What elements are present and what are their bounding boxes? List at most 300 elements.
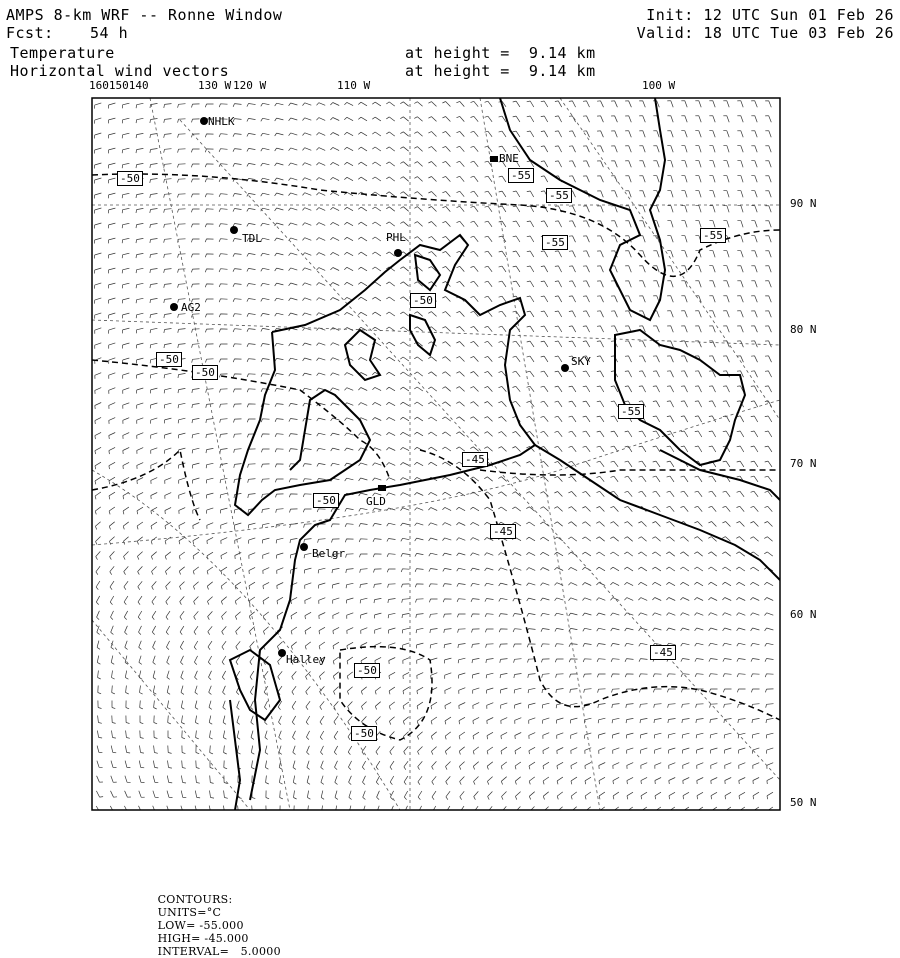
wind-barb: [110, 566, 114, 574]
wind-barb: [124, 596, 128, 605]
wind-barb: [456, 387, 464, 392]
wind-barb: [334, 687, 339, 695]
wind-barb: [597, 206, 603, 212]
wind-barb: [457, 131, 465, 136]
wind-barb: [666, 522, 674, 527]
wind-barb: [168, 746, 172, 754]
wind-barb: [484, 477, 492, 481]
wind-barb: [737, 431, 744, 437]
wind-barb: [386, 102, 395, 106]
wind-barb: [109, 373, 116, 379]
wind-barb: [611, 131, 617, 137]
wind-barb: [596, 507, 604, 512]
wind-barb: [765, 131, 771, 138]
wind-barb: [125, 761, 130, 768]
wind-barb: [597, 116, 603, 122]
wind-barb: [122, 208, 129, 213]
wind-barb: [262, 538, 269, 543]
wind-barb: [289, 419, 298, 422]
wind-barb: [597, 311, 604, 317]
wind-barb: [764, 537, 772, 542]
wind-barb: [541, 629, 550, 632]
wind-barb: [583, 311, 590, 317]
wind-barb: [233, 194, 242, 197]
wind-barb: [597, 176, 603, 182]
init-time: Init: 12 UTC Sun 01 Feb 26: [646, 6, 894, 24]
wind-barb: [710, 733, 717, 738]
wind-barb: [725, 778, 731, 785]
wind-barb: [442, 251, 450, 256]
wind-barb: [373, 523, 382, 526]
wind-barb: [206, 344, 214, 348]
wind-barb: [485, 614, 493, 617]
wind-barb: [303, 298, 312, 301]
wind-barb: [234, 419, 242, 423]
wind-barb: [247, 223, 256, 226]
wind-barb: [344, 177, 353, 180]
wind-barb: [222, 626, 227, 634]
wind-barb: [473, 747, 479, 755]
wind-barb: [667, 371, 674, 377]
wind-barb: [471, 161, 479, 167]
wind-barb: [289, 434, 298, 437]
wind-barb: [123, 462, 129, 469]
wind-barb: [109, 103, 116, 109]
wind-barb: [625, 371, 632, 377]
wind-barb: [316, 178, 325, 181]
wind-barb: [275, 223, 284, 226]
station-label-phl: PHL: [386, 231, 406, 244]
wind-barb: [374, 598, 381, 603]
wind-barb: [95, 238, 102, 244]
wind-barb: [667, 506, 675, 511]
wind-barb: [108, 133, 115, 138]
wind-barb: [402, 628, 409, 633]
wind-barb: [233, 104, 241, 107]
wind-barb: [610, 582, 619, 585]
wind-barb: [290, 509, 298, 513]
wind-barb: [372, 222, 381, 226]
wind-barb: [221, 597, 226, 605]
wind-barb: [585, 792, 591, 799]
wind-barb: [95, 178, 102, 184]
wind-barb: [442, 507, 451, 510]
wind-barb: [639, 386, 646, 392]
lon-label-120w: 120 W: [233, 79, 267, 92]
wind-barb: [611, 221, 617, 228]
wind-barb: [219, 314, 227, 317]
wind-barb: [164, 104, 172, 108]
wind-barb: [192, 284, 200, 288]
wind-barb: [279, 746, 282, 755]
wind-barb: [485, 296, 493, 302]
wind-barb: [653, 206, 659, 213]
wind-barb: [303, 193, 312, 196]
wind-barb: [108, 148, 115, 153]
wind-barb: [221, 523, 228, 529]
wind-barb: [330, 268, 339, 271]
wind-barb: [499, 296, 506, 302]
wind-barb: [470, 447, 478, 451]
wind-barb: [513, 568, 522, 571]
wind-barb: [500, 688, 507, 693]
wind-barb: [108, 253, 115, 258]
wind-barb: [639, 236, 645, 243]
wind-barb: [599, 777, 605, 784]
wind-barb: [655, 763, 661, 769]
lat-label-60n: 60 N: [790, 608, 817, 621]
wind-barb: [178, 134, 186, 138]
wind-barb: [723, 416, 730, 422]
wind-barb: [205, 329, 213, 333]
wind-barb: [444, 629, 452, 633]
wind-barb: [150, 373, 157, 378]
wind-barb: [583, 296, 590, 302]
wind-barb: [304, 553, 311, 558]
wind-barb: [527, 416, 535, 421]
wind-barb: [178, 314, 186, 318]
wind-barb: [485, 568, 494, 571]
wind-barb: [112, 671, 115, 680]
wind-barb: [418, 776, 422, 785]
wind-barb: [442, 131, 450, 136]
wind-barb: [611, 431, 618, 437]
wind-barb: [541, 266, 548, 272]
wind-barb: [668, 704, 676, 708]
wind-barb: [695, 446, 702, 452]
wind-barb: [250, 671, 254, 680]
wind-barb: [207, 537, 213, 544]
wind-barb: [596, 522, 604, 527]
wind-barb: [529, 718, 536, 724]
contour-label: -55: [700, 228, 726, 243]
wind-barb: [400, 387, 409, 391]
wind-barb: [122, 148, 129, 153]
wind-barb: [459, 703, 465, 710]
wind-barb: [459, 732, 465, 739]
wind-barb: [444, 643, 451, 648]
wind-barb: [363, 791, 366, 800]
wind-barb: [180, 626, 184, 635]
wind-barb: [667, 296, 673, 303]
station-label-tdl: TDL: [242, 232, 262, 245]
wind-barb: [266, 776, 269, 785]
wind-barb: [261, 283, 270, 286]
wind-barb: [667, 311, 673, 318]
wind-barb: [653, 613, 662, 616]
wind-barb: [178, 164, 186, 168]
wind-barb: [751, 476, 758, 482]
wind-barb: [765, 506, 773, 511]
wind-barb: [653, 176, 659, 183]
wind-barb: [307, 746, 310, 755]
wind-barb: [513, 236, 520, 242]
wind-barb: [709, 476, 716, 482]
wind-barb: [597, 416, 604, 422]
wind-barb: [638, 522, 646, 527]
wind-barb: [195, 686, 198, 695]
wind-barb: [95, 313, 102, 319]
wind-barb: [431, 702, 437, 709]
wind-barb: [179, 493, 186, 499]
wind-barb: [723, 659, 732, 662]
wind-barb: [358, 132, 367, 136]
wind-barb: [484, 417, 492, 422]
wind-barb: [181, 791, 186, 798]
wind-barb: [723, 101, 729, 108]
wind-barb: [471, 281, 479, 286]
wind-barb: [404, 776, 408, 785]
wind-barb: [347, 672, 353, 680]
wind-barb: [428, 252, 436, 257]
wind-barb: [583, 326, 590, 332]
wind-barb: [261, 268, 270, 271]
wind-barb: [723, 689, 731, 692]
wind-barb: [737, 416, 744, 422]
wind-barb: [471, 146, 479, 151]
wind-barb: [330, 237, 339, 240]
wind-barb: [737, 146, 743, 153]
wind-barb: [652, 582, 661, 585]
wind-barb: [460, 777, 465, 785]
wind-barb: [140, 716, 143, 724]
wind-barb: [111, 776, 117, 783]
wind-barb: [178, 373, 186, 378]
wind-barb: [360, 598, 367, 603]
wind-barb: [485, 266, 493, 272]
wind-barb: [153, 761, 158, 768]
wind-barb: [470, 538, 479, 541]
wind-barb: [108, 208, 115, 213]
wind-barb: [442, 387, 450, 392]
wind-barb: [265, 746, 268, 755]
wind-barb: [652, 537, 660, 542]
wind-barb: [765, 659, 774, 662]
wind-barb: [460, 791, 464, 799]
wind-barb: [112, 686, 115, 694]
wind-barb: [569, 598, 578, 601]
wind-barb: [708, 598, 717, 601]
wind-barb: [248, 464, 256, 468]
wind-barb: [555, 311, 562, 317]
wind-barb: [667, 401, 674, 407]
wind-barb: [181, 806, 187, 813]
wind-barb: [417, 673, 423, 679]
wind-barb: [767, 777, 773, 784]
wind-barb: [137, 478, 143, 485]
wind-barb: [696, 719, 704, 723]
wind-barb: [751, 659, 760, 662]
wind-barb: [515, 792, 520, 800]
wind-barb: [471, 553, 480, 556]
wind-barb: [205, 254, 213, 257]
wind-barb: [529, 762, 535, 769]
contour-label: -50: [313, 493, 339, 508]
wind-barb: [653, 326, 659, 332]
wind-barb: [96, 596, 99, 605]
wind-barb: [442, 117, 450, 122]
wind-barb: [597, 401, 604, 407]
wind-barb: [526, 552, 535, 555]
wind-barb: [178, 179, 186, 183]
wind-barb: [487, 747, 493, 754]
wind-barb: [515, 718, 522, 724]
wind-barb: [641, 748, 648, 754]
wind-barb: [667, 476, 674, 482]
wind-barb: [750, 582, 759, 585]
wind-barb: [95, 133, 102, 139]
wind-barb: [150, 194, 158, 198]
wind-barb: [344, 373, 353, 376]
wind-barb: [485, 251, 493, 257]
wind-barb: [457, 553, 466, 556]
wind-barb: [95, 193, 102, 199]
wind-barb: [400, 102, 408, 106]
wind-barb: [400, 463, 409, 466]
wind-barb: [261, 359, 270, 362]
wind-barb: [473, 762, 478, 770]
wind-barb: [695, 206, 701, 213]
wind-barb: [526, 477, 534, 482]
wind-barb: [275, 148, 284, 151]
wind-barb: [709, 491, 717, 497]
wind-barb: [695, 643, 704, 646]
wind-barb: [164, 343, 172, 348]
wind-barb: [737, 116, 743, 123]
wind-barb: [695, 371, 702, 377]
wind-barb: [767, 763, 773, 769]
wind-barb: [126, 701, 129, 709]
lat-label-80n: 80 N: [790, 323, 817, 336]
wind-barb: [624, 598, 633, 601]
wind-barb: [512, 477, 520, 482]
wind-barb: [569, 446, 577, 452]
wind-barb: [737, 191, 743, 198]
wind-barb: [303, 118, 312, 121]
wind-barb: [765, 101, 771, 107]
height-label-2: at height = 9.14 km: [405, 62, 596, 80]
wind-barb: [667, 131, 673, 138]
wind-barb: [95, 148, 102, 154]
wind-barb: [139, 671, 142, 680]
wind-barb: [709, 643, 718, 646]
wind-barb: [583, 431, 590, 437]
wind-barb: [442, 432, 451, 436]
wind-barb: [654, 704, 662, 708]
wind-barb: [765, 161, 771, 168]
wind-barb: [597, 251, 603, 257]
wind-barb: [569, 131, 576, 137]
wind-barb: [610, 506, 618, 511]
wind-barb: [459, 717, 465, 724]
wind-barb: [513, 221, 520, 227]
wind-barb: [612, 733, 619, 738]
wind-barb: [331, 524, 339, 527]
wind-barb: [205, 224, 213, 227]
wind-barb: [192, 104, 200, 108]
wind-barb: [583, 266, 590, 272]
wind-barb: [500, 673, 507, 678]
wind-barb: [470, 417, 478, 422]
wind-barb: [652, 567, 661, 571]
wind-barb: [335, 761, 338, 770]
wind-barb: [527, 236, 534, 242]
wind-barb: [722, 567, 731, 571]
wind-barb: [653, 251, 659, 258]
wind-barb: [639, 296, 645, 302]
wind-barb: [164, 194, 172, 198]
wind-barb: [261, 163, 270, 166]
wind-barb: [289, 373, 298, 376]
wind-barb: [529, 777, 535, 785]
wind-barb: [123, 522, 129, 530]
valid-time: Valid: 18 UTC Tue 03 Feb 26: [636, 24, 894, 42]
wind-barb: [429, 584, 437, 587]
wind-barb: [611, 628, 620, 631]
wind-barb: [386, 207, 395, 211]
wind-barb: [681, 116, 687, 123]
wind-barb: [597, 491, 605, 496]
wind-barb: [583, 598, 592, 601]
wind-barb: [307, 776, 310, 785]
wind-barb: [667, 689, 675, 692]
wind-barb: [289, 103, 298, 106]
wind-barb: [344, 282, 353, 285]
wind-barb: [599, 763, 605, 770]
wind-barb: [653, 491, 661, 497]
wind-barb: [235, 582, 241, 589]
wind-barb: [584, 689, 592, 693]
wind-barb: [235, 612, 240, 620]
wind-barb: [597, 659, 605, 662]
wind-barb: [153, 806, 159, 812]
wind-barb: [97, 641, 100, 650]
wind-barb: [555, 296, 562, 302]
wind-barb: [723, 221, 729, 228]
wind-barb: [753, 792, 759, 799]
wind-barb: [486, 659, 494, 663]
wind-barb: [289, 148, 298, 151]
wind-barb: [233, 164, 242, 167]
wind-barb: [219, 269, 227, 272]
wind-barb: [316, 118, 325, 121]
wind-barb: [624, 552, 633, 556]
wind-barb: [429, 569, 438, 572]
wind-barb: [695, 416, 702, 422]
wind-barb: [194, 597, 199, 605]
wind-barb: [123, 507, 129, 514]
wind-barb: [583, 146, 589, 152]
contour-label: -55: [508, 168, 534, 183]
wind-barb: [709, 431, 716, 437]
wind-barb: [569, 206, 576, 212]
wind-barb: [164, 373, 171, 378]
wind-barb: [583, 161, 589, 167]
wind-barb: [499, 281, 506, 287]
wind-barb: [527, 191, 534, 197]
wind-barb: [108, 193, 115, 198]
wind-barb: [681, 356, 687, 362]
wind-barb: [96, 581, 100, 590]
wind-barb: [655, 778, 661, 785]
wind-barb: [362, 761, 365, 770]
wind-barb: [485, 221, 492, 227]
wind-barb: [109, 343, 116, 349]
wind-barb: [358, 177, 367, 181]
temperature-contours: [92, 174, 780, 740]
wind-barb: [334, 731, 338, 740]
wind-barb: [136, 103, 143, 108]
